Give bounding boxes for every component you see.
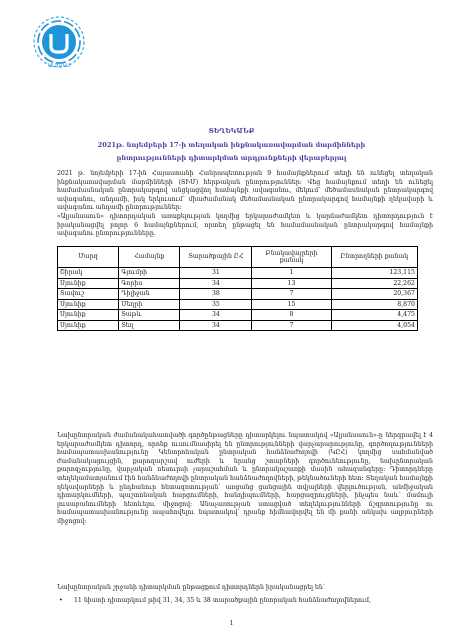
cell-settlements: 15 [252, 299, 331, 310]
col-header-territorial-commission: Տարածքային ԸՀ [180, 247, 252, 268]
document-subtitle-line2: ընտրությունների դիտարկման արդյունքների վերաբերյալ [116, 154, 347, 162]
table-row [58, 289, 418, 300]
col-header-settlements: Բնակավայրերի քանակ [252, 247, 331, 268]
table-row [58, 299, 418, 310]
cell-region: Սյունիք [58, 299, 119, 310]
cell-region: Սյունիք [58, 310, 119, 321]
cell-territorial-commission: 38 [180, 289, 252, 300]
cell-region: Շիրակ [58, 268, 119, 279]
col-header-voters: Ընտրողների քանակ [331, 247, 417, 268]
cell-settlements: 13 [252, 278, 331, 289]
cell-community: Տաթև [119, 310, 180, 321]
table-header-row [58, 247, 418, 268]
cell-region: Սյունիք [58, 320, 119, 331]
cell-region: Տավուշ [58, 289, 119, 300]
cell-settlements: 7 [252, 320, 331, 331]
communities-table [57, 246, 418, 331]
cell-settlements: 1 [252, 268, 331, 279]
col-header-community: Համայնք [119, 247, 180, 268]
cell-territorial-commission: 34 [180, 320, 252, 331]
alliance-logo-icon [31, 15, 87, 71]
cell-community: Մեղրի [119, 299, 180, 310]
cell-territorial-commission: 34 [180, 278, 252, 289]
intro-paragraph: 2021 թ. նոյեմբերի 17-ին Հայաստանի Հանրապետության 9 համայնքներում տեղի են ունեցել տեղական ինքնակառավարման մարմինների (ՏԻՄ) հերթական ընտրություններ: Վեց համայնքում տեղի են ունեցել համամասնական ընտրակարգով անցկացվող համայնքի ավագանու, մեկում՝ մեծամասնական ընտրակարգով ավագանու, անդամի, իսկ երկուսում՝ միաժամանակ մեծամասնական ընտրակարգով համայնքի ղեկավարի և ավագանու անդամի ընտրություններ: [57, 170, 433, 212]
cell-community: Տեղ [119, 320, 180, 331]
observation-intro-paragraph: Նախընտրական շրջանի դիտարկման ընթացքում դիտորդներն իրականացրել են՝ [57, 584, 326, 591]
bullet-icon: • [59, 597, 63, 604]
cell-territorial-commission: 35 [180, 299, 252, 310]
cell-settlements: 7 [252, 289, 331, 300]
cell-region: Սյունիք [58, 278, 119, 289]
cell-voters: 4,054 [331, 320, 417, 331]
cell-voters: 8,870 [331, 299, 417, 310]
cell-community: Գյումրի [119, 268, 180, 279]
table-row [58, 320, 418, 331]
methodology-paragraph: Նախընտրական ժամանակահատվածի գործընթացները դիտարկելու նպատակով «Ալյանսաուն»-ը ներգրավել է 4 երկարաժամկետ դիտորդ, որոնք ուսումնասիրել են ընտրությունների վարչարարությունը, գործողությունների համապատասխանությունը Կենտրոնական ընտրական հանձնաժողովի (ԿԸՀ) կողմից սահմանված ժամանակացույցին, քարոզարշավ ուժերի և նրանց շտաբների գործունեությունը, նախընտրական քարոզչությունը, վարչական ռեսուրսի չարաշահման և ընտրակաշառքի մասին ահազանգերը: Դիտորդները տեղեկամատյանում էին հանձնաժողովի ընտրական հանձնաժողովների, թեկնածուների հետ: Տեղական համայնքի ղեկավարների և ընդհանուր հետազոտության՝ առցանց ցանցային տվյալների վերլուծության, անմիջական դիտարկումների, պաշտոնական հարցումների, հանդիպումների, հարցազրույցների, ինչպես նաև՝ մամուլի լուսաբանումների հետևելու միջոցով: Անաչառության ստացված տեղեկությունների ճշգրտությունը ու համապատասխանությունը ապահովելու նպատակով՝ դրանք հիմնավորվել են մի քանի անկախ աղբյուրների միջոցով: [57, 432, 433, 525]
cell-territorial-commission: 34 [180, 310, 252, 321]
cell-community: Դիլիջան [119, 289, 180, 300]
cell-voters: 20,367 [331, 289, 417, 300]
table-row [58, 310, 418, 321]
document-subtitle-line1: 2021թ. նոյեմբերի 17-ի տեղական ինքնակառավարման մարմինների [97, 141, 366, 149]
mission-paragraph: «Ալյանսաուն» դիտորդական առաքելության կողմից երկարաժամկետ և կարճաժամկետ դիտորդություն է իրականացվել բոլոր 6 համայնքներում, որտեղ ընթացել են համամասնական ընտրակարգով համայնքի ավագանու ընտրությունները. [57, 213, 433, 238]
cell-voters: 4,475 [331, 310, 417, 321]
logo-text: ԱԼՅԱՆՍ [47, 63, 71, 69]
table-row [58, 278, 418, 289]
list-item-text: 11 նիստի դիտարկում թիվ 31, 34, 35 և 38 տարածքային ընտրական հանձնաժողովներում, [74, 597, 372, 604]
cell-community: Գորիս [119, 278, 180, 289]
document-title: ՏԵՂԵԿԱՆՔ [208, 127, 255, 135]
organization-logo [31, 15, 87, 71]
table-row [58, 268, 418, 279]
cell-settlements: 8 [252, 310, 331, 321]
page-number: 1 [229, 620, 234, 627]
cell-territorial-commission: 31 [180, 268, 252, 279]
cell-voters: 123,115 [331, 268, 417, 279]
cell-voters: 22,262 [331, 278, 417, 289]
col-header-region: Մարզ [58, 247, 119, 268]
